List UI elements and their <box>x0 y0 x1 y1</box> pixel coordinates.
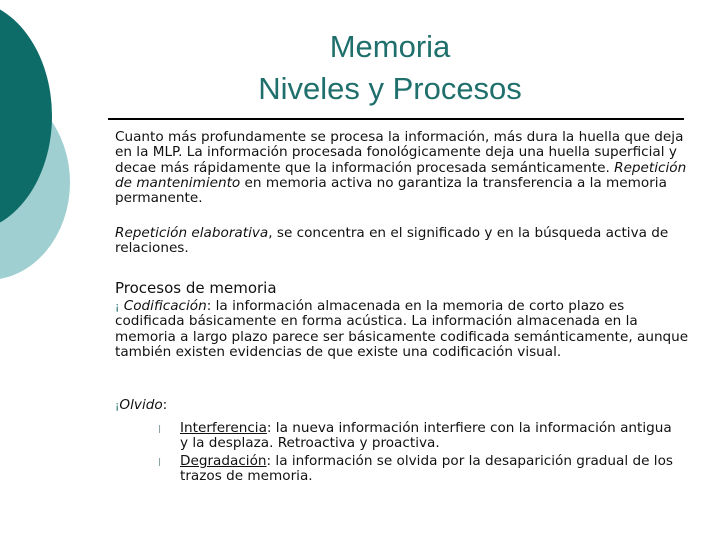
term-interferencia: Interferencia <box>180 420 267 436</box>
bullet-text: : la información almacenada en la memoria de corto plazo es codificada básicamente en forma acústica. La información almacenada en la memoria a largo plazo parece ser básicamente codificada semánticamente, aunque también existen evidencias de que existe una codificación visual. <box>115 298 689 360</box>
term-elaborative-rehearsal: Repetición elaborativa <box>115 225 269 241</box>
sub-bullet-marker: l <box>158 456 162 469</box>
bullet-olvido <box>115 398 690 413</box>
section-heading: Procesos de memoria <box>115 279 277 297</box>
title-divider <box>108 118 684 120</box>
paragraph-text: Cuanto más profundamente se procesa la información, más dura la huella que deja en la MLP. La información procesada fonológicamente deja una huella superficial y decae más rápidamente que la información procesada semánticamente. <box>115 129 684 176</box>
sub-bullet-marker: l <box>158 423 162 436</box>
sub-item-interferencia <box>180 421 680 452</box>
paragraph-text: en memoria activa no garantiza la transferencia a la memoria permanente. <box>115 174 667 207</box>
term-codificacion: Codificación <box>123 298 207 314</box>
bullet-marker: ¡ <box>115 399 120 412</box>
term-olvido: Olvido <box>119 397 163 413</box>
bullet-marker: ¡ <box>115 300 120 313</box>
title-line-1: Memoria <box>329 29 451 64</box>
bullet-codificacion <box>115 299 690 360</box>
slide-title <box>200 26 580 110</box>
bullet-suffix: : <box>162 397 168 413</box>
sub-item-text: : la nueva información interfiere con la información antigua y la desplaza. Retroactiva y proactiva. <box>180 420 672 452</box>
term-degradacion: Degradación <box>180 453 267 469</box>
paragraph-elaborative <box>115 226 690 257</box>
paragraph-text: , se concentra en el significado y en la búsqueda activa de relaciones. <box>115 225 669 257</box>
title-line-2: Niveles y Procesos <box>258 71 522 106</box>
sub-item-text: : la información se olvida por la desaparición gradual de los trazos de memoria. <box>180 453 673 485</box>
term-maintenance-rehearsal: Repetición de mantenimiento <box>115 159 687 191</box>
paragraph-processing-depth <box>115 130 690 206</box>
sub-item-degradacion <box>180 454 680 485</box>
